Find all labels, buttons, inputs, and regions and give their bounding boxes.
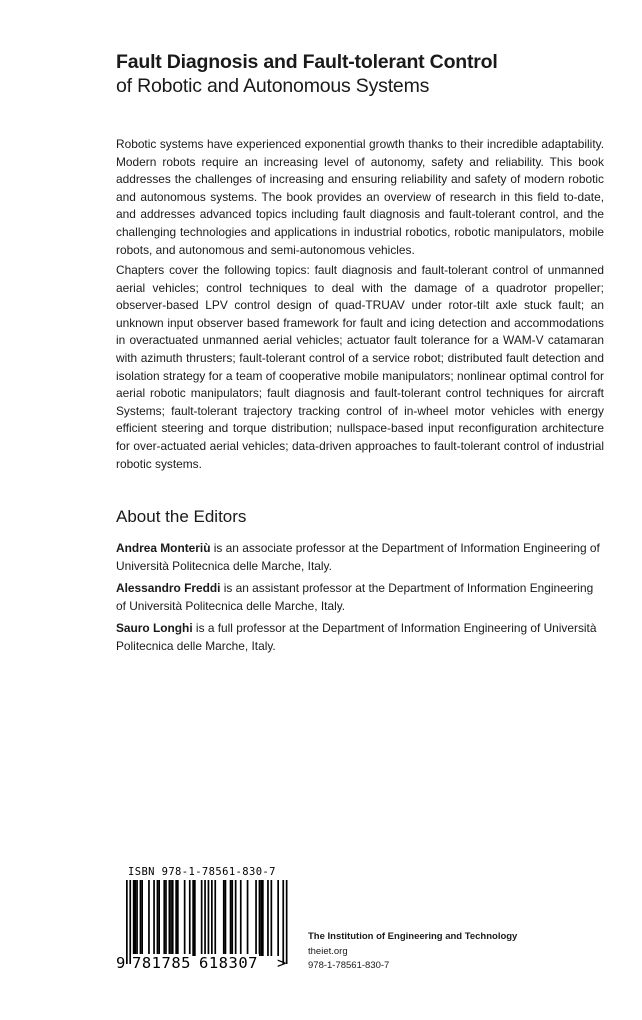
barcode-bar [282,880,284,964]
barcode-digits-left: 781785 [132,954,191,972]
barcode-bar [189,880,191,956]
editor-name: Andrea Monteriù [116,541,211,555]
editor-bio: is an assistant professor at the Department of Information Engineering of Università Politecnica delle Marche, Italy. [116,581,594,613]
barcode-digits-right: 618307 [199,954,258,972]
editor-name: Sauro Longhi [116,621,193,635]
barcode-bar [153,880,155,956]
barcode-bar [240,880,242,956]
barcode-bar [208,880,210,964]
barcode-bar [223,880,225,956]
editor-entry [116,540,606,575]
barcode-bar [172,880,174,956]
barcode-bar [211,880,213,956]
barcode-bar [271,880,273,956]
publisher-block [308,930,517,974]
barcode-bar [141,880,143,956]
publisher-website: theiet.org [308,945,348,957]
barcode-bar [247,880,249,956]
barcode-end-mark: > [277,954,287,972]
description-paragraph-1: Robotic systems have experienced exponential growth thanks to their incredible adaptability. Modern robots require an increasing level of autonomy, safety and reliability. This book addresses the challenges of increasing and ensuring reliability and safety of modern robotic and autonomous systems. The book provides an overview of research in this field to-date, and addresses advanced topics including fault diagnosis and fault-tolerant control, and the challenging technologies and applications in industrial robotics, robotic manipulators, mobile robots, and autonomous and semi-autonomous vehicles. [116,137,604,257]
editor-bio: is an associate professor at the Department of Information Engineering of Università Politecnica delle Marche, Italy. [116,541,600,573]
book-subtitle: of Robotic and Autonomous Systems [116,75,430,97]
barcode-bar [133,880,135,956]
barcode-bar [148,880,150,956]
barcode-bar [204,880,206,964]
barcode-bar [235,880,237,956]
barcode-bar [165,880,167,956]
barcode-bar [163,880,165,956]
barcode-bar [267,880,269,956]
barcode-bar [129,880,131,964]
barcode-bar [260,880,262,956]
barcode-bar [201,880,203,956]
barcode-bar [277,880,279,956]
book-title: Fault Diagnosis and Fault-tolerant Control [116,51,498,73]
barcode-bar [214,880,216,956]
barcode-bar [175,880,177,956]
barcode-bar [126,880,128,964]
barcode-bar [230,880,232,956]
editor-entry [116,580,606,615]
title-block [116,50,596,98]
description-paragraph-2: Chapters cover the following topics: fault diagnosis and fault-tolerant control of unmanned aerial vehicles; control techniques to deal with the damage of a quadrotor propeller; observer-based LPV control design of quad-TRUAV under rotor-tilt axle stuck fault; an unknown input observer based framework for fault and icing detection and accommodations in overactuated unmanned aerial vehicles; actuator fault tolerance for a WAM-V catamaran with azimuth thrusters; fault-tolerant control of a service robot; distributed fault detection and isolation strategy for a team of cooperative mobile manipulators; nonlinear optimal control for aerial robotic manipulators; fault diagnosis and fault-tolerant control techniques for aircraft Systems; fault-tolerant trajectory tracking control of in-wheel motor vehicles with energy efficient steering and torque distribution; nullspace-based input reconfiguration architecture for over-actuated aerial vehicles; data-driven approaches to fault-tolerant control of industrial robotic systems. [116,263,604,471]
publisher-isbn: 978-1-78561-830-7 [308,960,390,971]
barcode-bar [177,880,179,956]
barcode-bar [136,880,138,956]
barcode-bar [157,880,159,956]
barcode-digit-first: 9 [116,954,126,972]
editor-name: Alessandro Freddi [116,581,221,595]
isbn-label: ISBN 978-1-78561-830-7 [128,866,276,878]
editors-heading: About the Editors [116,507,247,526]
barcode-bar [184,880,186,956]
publisher-name: The Institution of Engineering and Technology [308,931,518,942]
barcode-bar [169,880,171,956]
barcode-bar [170,880,172,956]
barcode-bar [194,880,196,956]
barcode-bar [259,880,261,956]
barcode-bar [255,880,257,956]
barcode-bar [140,880,142,956]
barcode-bar [135,880,137,956]
editor-bio: is a full professor at the Department of Information Engineering of Università Politecnica delle Marche, Italy. [116,621,597,653]
barcode-bar [158,880,160,956]
barcode-bar [286,880,288,964]
barcode-bar [225,880,227,956]
barcode-bar [192,880,194,956]
barcode-bar [262,880,264,956]
barcode-bar [231,880,233,956]
editor-entry [116,620,606,655]
